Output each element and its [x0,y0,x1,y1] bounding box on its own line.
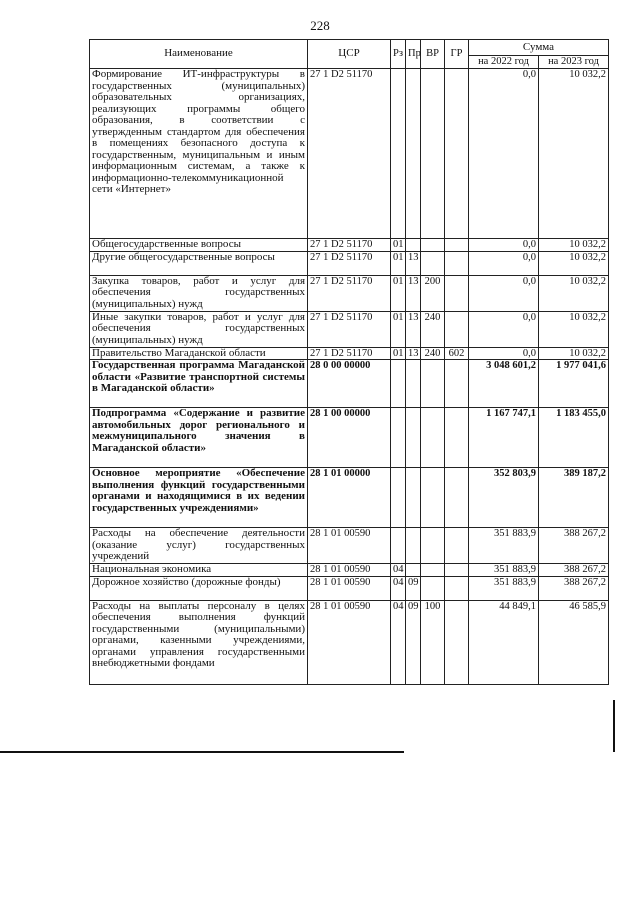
table-row [90,311,609,347]
header-gr: ГР [445,40,469,69]
page-number: 228 [310,18,330,33]
row-vr [421,468,445,528]
table-row [90,468,609,528]
table-row [90,528,609,564]
row-csr: 28 1 01 00590 [308,564,391,577]
row-sum-2022: 0,0 [469,251,539,275]
row-pr: 13 [406,275,421,311]
row-pr [406,528,421,564]
row-rz: 04 [391,576,406,600]
row-sum-2022: 0,0 [469,239,539,252]
row-rz: 01 [391,239,406,252]
row-vr [421,251,445,275]
row-vr [421,69,445,239]
row-name: Общегосударственные вопросы [90,239,308,252]
row-name: Правительство Магаданской области [90,347,308,360]
row-vr [421,408,445,468]
table-row [90,275,609,311]
table-row [90,564,609,577]
row-pr [406,69,421,239]
row-sum-2023: 388 267,2 [539,564,609,577]
row-sum-2022: 0,0 [469,347,539,360]
row-gr [445,69,469,239]
row-name: Иные закупки товаров, работ и услуг для обеспечения государственных (муниципальных) нужд [90,311,308,347]
row-pr [406,408,421,468]
table-row [90,347,609,360]
row-csr: 27 1 D2 51170 [308,275,391,311]
row-sum-2023: 46 585,9 [539,600,609,684]
row-rz: 01 [391,275,406,311]
row-csr: 27 1 D2 51170 [308,347,391,360]
row-rz [391,528,406,564]
row-rz [391,360,406,408]
row-vr [421,528,445,564]
row-name: Другие общегосударственные вопросы [90,251,308,275]
row-rz: 04 [391,600,406,684]
header-pr: Пр [406,40,421,69]
row-gr: 602 [445,347,469,360]
row-gr [445,311,469,347]
row-pr [406,360,421,408]
row-gr [445,600,469,684]
row-pr [406,239,421,252]
row-gr [445,275,469,311]
table-row [90,251,609,275]
row-sum-2023: 1 977 041,6 [539,360,609,408]
row-vr: 240 [421,347,445,360]
row-csr: 28 1 00 00000 [308,408,391,468]
row-sum-2022: 351 883,9 [469,528,539,564]
row-sum-2022: 352 803,9 [469,468,539,528]
row-name: Основное мероприятие «Обеспечение выполнения функций государственными органами и находящимися в их ведении государственных учреждениями» [90,468,308,528]
row-vr [421,360,445,408]
row-name: Дорожное хозяйство (дорожные фонды) [90,576,308,600]
header-sum: Сумма [469,40,609,56]
header-name: Наименование [90,40,308,69]
row-gr [445,251,469,275]
row-rz: 01 [391,311,406,347]
row-rz: 04 [391,564,406,577]
row-sum-2022: 44 849,1 [469,600,539,684]
row-csr: 28 1 01 00590 [308,528,391,564]
row-pr [406,564,421,577]
row-sum-2023: 10 032,2 [539,69,609,239]
row-sum-2022: 351 883,9 [469,564,539,577]
row-name: Формирование ИТ-инфраструктуры в государственных (муниципальных) образовательных организациях, реализующих программы общего образования, в соответствии с утвержденным стандартом для обеспечения в помещениях безопасного доступа к государственным, муниципальным и иным информационным системам, а также к информационно-телекоммуникационной сети «Интернет» [90,69,308,239]
row-pr: 09 [406,576,421,600]
row-csr: 27 1 D2 51170 [308,239,391,252]
row-pr: 13 [406,311,421,347]
row-sum-2022: 0,0 [469,275,539,311]
row-rz: 01 [391,347,406,360]
row-vr [421,576,445,600]
row-sum-2023: 10 032,2 [539,275,609,311]
row-gr [445,528,469,564]
row-vr: 200 [421,275,445,311]
budget-table [89,39,609,685]
row-gr [445,564,469,577]
header-year-2022: на 2022 год [469,56,539,69]
row-sum-2023: 389 187,2 [539,468,609,528]
row-sum-2023: 388 267,2 [539,576,609,600]
table-row [90,408,609,468]
row-sum-2022: 0,0 [469,311,539,347]
row-gr [445,468,469,528]
row-name: Закупка товаров, работ и услуг для обеспечения государственных (муниципальных) нужд [90,275,308,311]
row-rz [391,408,406,468]
row-sum-2022: 0,0 [469,69,539,239]
header-rz: Рз [391,40,406,69]
row-pr [406,468,421,528]
row-sum-2023: 10 032,2 [539,251,609,275]
table-row [90,239,609,252]
row-csr: 27 1 D2 51170 [308,311,391,347]
row-csr: 27 1 D2 51170 [308,251,391,275]
row-gr [445,408,469,468]
row-sum-2023: 1 183 455,0 [539,408,609,468]
row-rz [391,468,406,528]
row-vr: 240 [421,311,445,347]
row-sum-2023: 10 032,2 [539,239,609,252]
row-name: Расходы на выплаты персоналу в целях обеспечения выполнения функций государственными (муниципальными) органами, казенными учреждениями, органами управления государственными внебюджетными фондами [90,600,308,684]
row-csr: 28 1 01 00590 [308,600,391,684]
row-sum-2023: 10 032,2 [539,347,609,360]
row-vr [421,239,445,252]
row-gr [445,576,469,600]
row-gr [445,360,469,408]
row-sum-2023: 388 267,2 [539,528,609,564]
table-row [90,600,609,684]
bottom-divider [0,751,404,753]
row-gr [445,239,469,252]
row-csr: 28 1 01 00000 [308,468,391,528]
row-name: Подпрограмма «Содержание и развитие автомобильных дорог регионального и межмуниципального значения в Магаданской области» [90,408,308,468]
row-sum-2022: 1 167 747,1 [469,408,539,468]
header-vr: ВР [421,40,445,69]
table-row [90,360,609,408]
header-year-2023: на 2023 год [539,56,609,69]
row-pr: 13 [406,347,421,360]
row-name: Национальная экономика [90,564,308,577]
row-name: Государственная программа Магаданской области «Развитие транспортной системы в Магаданской области» [90,360,308,408]
right-edge-line [613,700,615,752]
row-pr: 09 [406,600,421,684]
row-vr [421,564,445,577]
table-row [90,576,609,600]
table-row [90,69,609,239]
row-name: Расходы на обеспечение деятельности (оказание услуг) государственных учреждений [90,528,308,564]
row-sum-2022: 3 048 601,2 [469,360,539,408]
row-rz: 01 [391,251,406,275]
row-sum-2023: 10 032,2 [539,311,609,347]
row-rz [391,69,406,239]
row-csr: 28 1 01 00590 [308,576,391,600]
header-csr: ЦСР [308,40,391,69]
row-csr: 27 1 D2 51170 [308,69,391,239]
row-pr: 13 [406,251,421,275]
row-vr: 100 [421,600,445,684]
table-body [90,69,609,685]
row-csr: 28 0 00 00000 [308,360,391,408]
row-sum-2022: 351 883,9 [469,576,539,600]
